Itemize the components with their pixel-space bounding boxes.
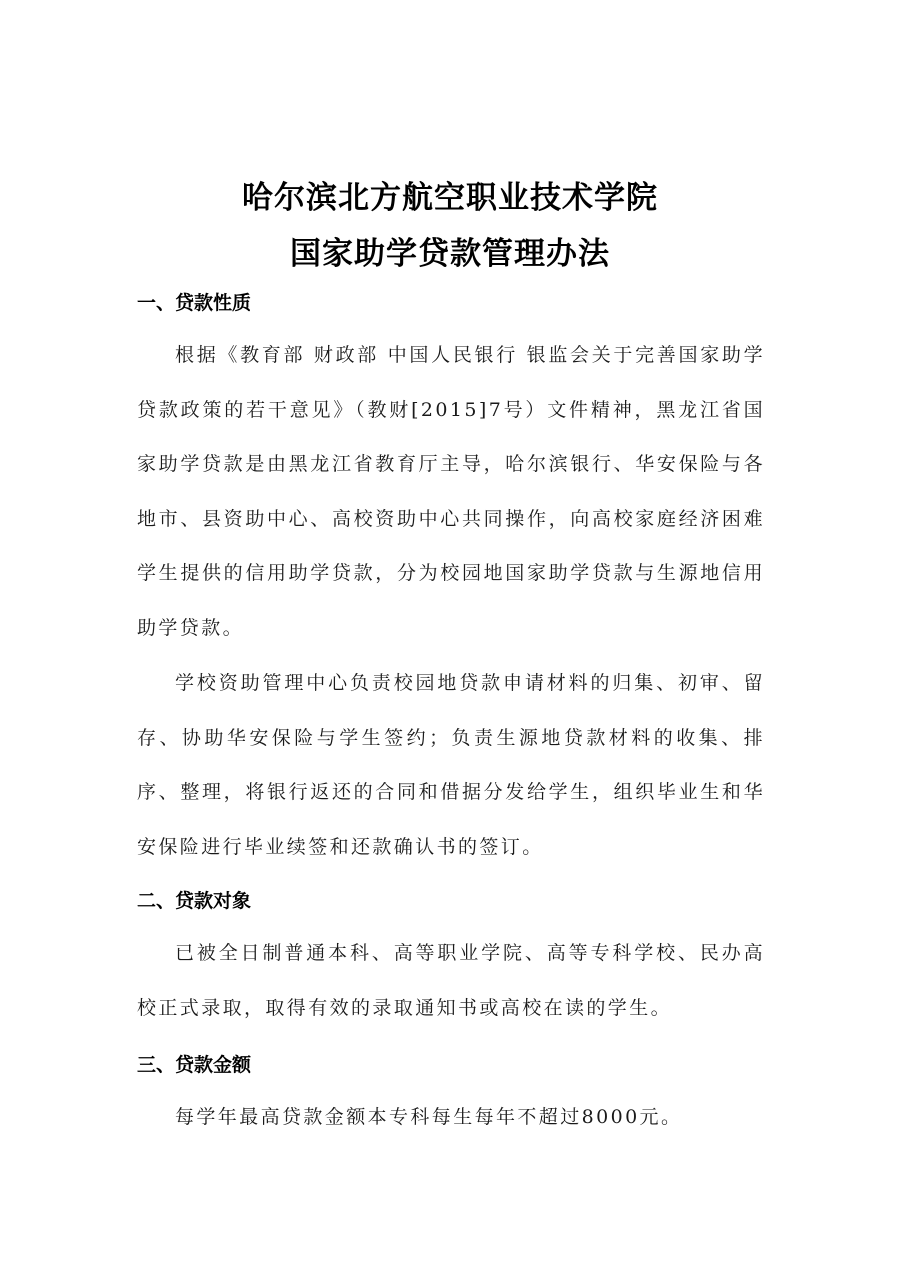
paragraph-loan-amount: 每学年最高贷款金额本专科每生每年不超过8000元。 xyxy=(175,1106,683,1128)
document-title-line-2: 国家助学贷款管理办法 xyxy=(290,236,610,272)
paragraph-loan-nature-2: 学校资助管理中心负责校园地贷款申请材料的归集、初审、留存、协助华安保险与学生签约；负责生源地贷款材料的收集、排序、整理，将银行返还的合同和借据分发给学生，组织毕业生和华安保险进行毕业续签和还款确认书的签订。 xyxy=(137,672,765,858)
document-title-line-1: 哈尔滨北方航空职业技术学院 xyxy=(242,180,658,216)
section-heading-loan-nature: 一、贷款性质 xyxy=(137,292,252,314)
section-heading-loan-amount: 三、贷款金额 xyxy=(137,1054,252,1076)
section-heading-loan-target: 二、贷款对象 xyxy=(137,890,252,912)
paragraph-loan-target: 已被全日制普通本科、高等职业学院、高等专科学校、民办高校正式录取，取得有效的录取通知书或高校在读的学生。 xyxy=(137,942,765,1019)
paragraph-loan-nature-1: 根据《教育部 财政部 中国人民银行 银监会关于完善国家助学贷款政策的若干意见》（教财[2015]7号）文件精神，黑龙江省国家助学贷款是由黑龙江省教育厅主导，哈尔滨银行、华安保险与各地市、县资助中心、高校资助中心共同操作，向高校家庭经济困难学生提供的信用助学贷款，分为校园地国家助学贷款与生源地信用助学贷款。 xyxy=(137,344,765,639)
